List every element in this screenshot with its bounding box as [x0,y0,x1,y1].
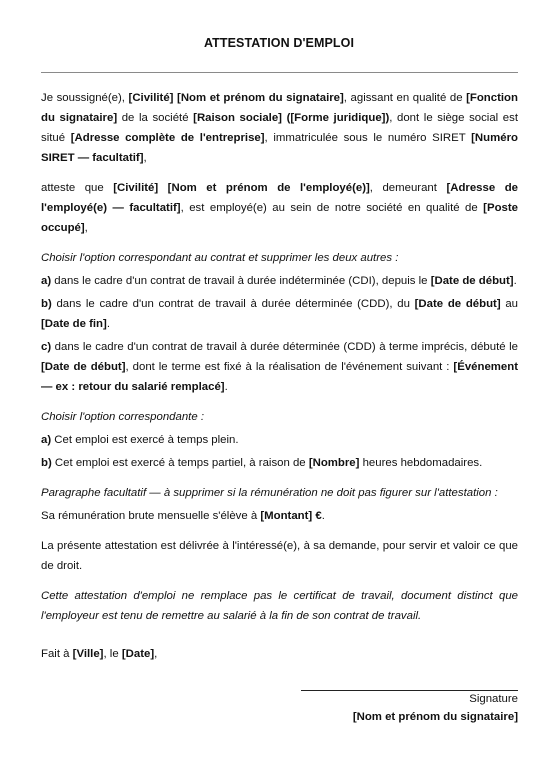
option-temps-plein [41,430,518,450]
paragraph-note [41,586,518,626]
text: , agissant en qualité de [343,92,467,104]
text: Cet emploi est exercé à temps partiel, à raison de [51,457,309,469]
signature-label: Signature [469,693,518,705]
instruction-text: Choisir l'option correspondant au contrat et supprimer les deux autres : [41,252,399,264]
text: , est employé(e) au sein de notre société en qualité de [180,202,484,214]
field-civilite: [Civilité] [128,92,174,104]
title-divider [41,72,518,73]
text: , [154,648,158,660]
field-date: [Date] [121,648,155,660]
field-civilite-employe: [Civilité] [113,182,159,194]
option-letter: a) [41,275,52,287]
text: . [106,318,110,330]
field-fonction-signataire: [Fonction du signataire] [41,92,518,124]
field-ville: [Ville] [72,648,104,660]
option-cdd-terme-imprecis [41,337,518,397]
field-adresse-employe: [Adresse de l'employé(e) — facultatif] [41,182,518,214]
note-text: Cette attestation d'emploi ne remplace pas le certificat de travail, document distinct que l'employeur est tenu de remettre au salarié à la fin de son contrat de travail. [41,590,518,622]
field-evenement: [Événement — ex : retour du salarié remplacé] [41,361,518,393]
option-letter: c) [41,341,52,353]
option-cdi [41,271,518,291]
field-montant: [Montant] € [260,510,322,522]
text [158,182,168,194]
text: Fait à [41,648,73,660]
field-nom-signataire: [Nom et prénom du signataire] [177,92,344,104]
option-letter: b) [41,298,52,310]
text: atteste que [41,182,114,194]
paragraph-delivrance: La présente attestation est délivrée à l'intéressé(e), à sa demande, pour servir et valoir ce que de droit. [41,540,518,572]
field-raison-sociale: [Raison sociale] [193,112,282,124]
instruction-text: Choisir l'option correspondante : [41,411,205,423]
text: heures hebdomadaires. [359,457,483,469]
field-adresse-entreprise: [Adresse complète de l'entreprise] [70,132,265,144]
text: , [143,152,147,164]
text: au [500,298,518,310]
text: de la société [117,112,194,124]
text: dans le cadre d'un contrat de travail à durée déterminée (CDD), du [51,298,415,310]
field-forme-juridique: ([Forme juridique]) [286,112,390,124]
signature-name: [Nom et prénom du signataire] [352,711,518,723]
text: , [84,222,88,234]
signature-line [301,690,518,691]
text: . [513,275,517,287]
field-siret: [Numéro SIRET — facultatif] [41,132,518,164]
field-date-debut: [Date de début] [41,361,126,373]
text: dans le cadre d'un contrat de travail à durée déterminée (CDD) à terme imprécis, débuté le [51,341,518,353]
field-nombre: [Nombre] [308,457,360,469]
paragraph-atteste [41,178,518,238]
text: dans le cadre d'un contrat de travail à durée indéterminée (CDI), depuis le [51,275,431,287]
field-poste: [Poste occupé] [41,202,518,234]
paragraph-remuneration [41,506,518,526]
paragraph-signataire [41,88,518,168]
field-date-fin: [Date de fin] [41,318,107,330]
text: Cet emploi est exercé à temps plein. [51,434,239,446]
text: , le [103,648,122,660]
text: , immatriculée sous le numéro SIRET [264,132,472,144]
paragraph-fait [41,644,518,664]
instruction-remuneration [41,483,518,503]
text: Je soussigné(e), [41,92,129,104]
text: , dont le siège social est situé [41,112,518,144]
instruction-temps [41,407,518,427]
text: , dont le terme est fixé à la réalisation de l'événement suivant : [125,361,454,373]
instruction-text: Paragraphe facultatif — à supprimer si la rémunération ne doit pas figurer sur l'attestation : [41,487,498,499]
text: , demeurant [369,182,447,194]
field-nom-employe: [Nom et prénom de l'employé(e)] [167,182,370,194]
document-title: ATTESTATION D'EMPLOI [203,36,355,50]
text: . [321,510,325,522]
field-date-debut: [Date de début] [414,298,501,310]
instruction-contrat [41,248,518,268]
document-body [41,88,518,674]
text: . [224,381,228,393]
option-cdd [41,294,518,334]
option-letter: a) [41,434,52,446]
text: Sa rémunération brute mensuelle s'élève à [41,510,261,522]
option-temps-partiel [41,453,518,473]
field-date-debut: [Date de début] [430,275,514,287]
option-letter: b) [41,457,52,469]
